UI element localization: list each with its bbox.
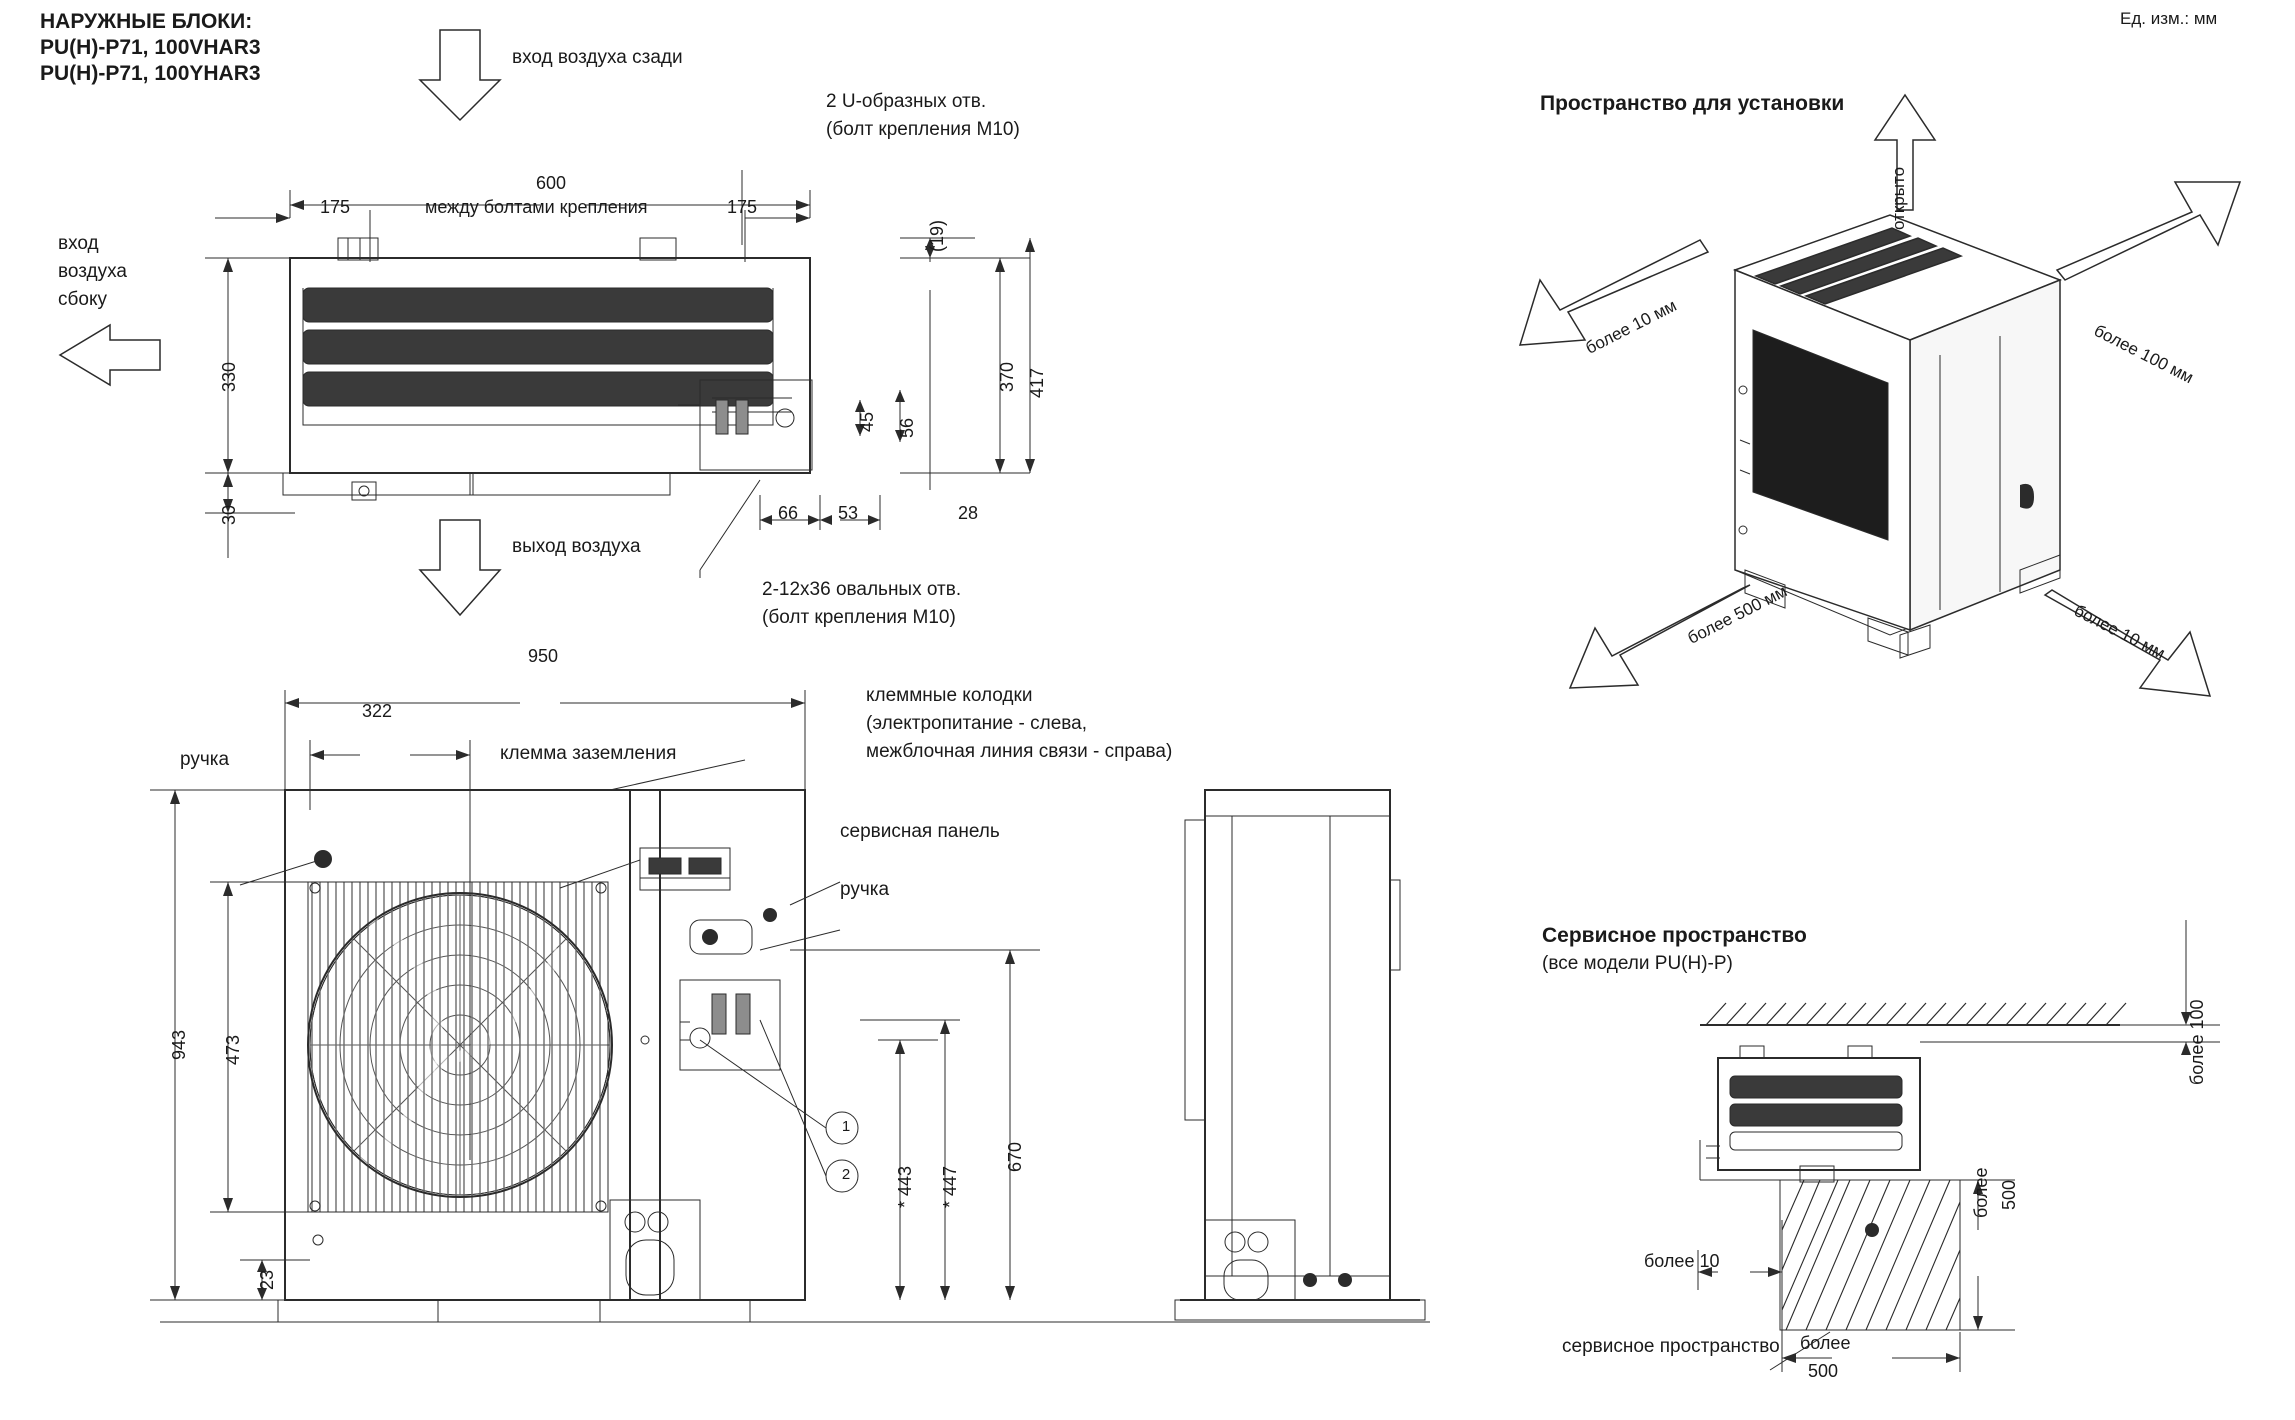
dim-30: 30: [219, 504, 239, 525]
dim-175-left: 175: [320, 197, 351, 217]
label-ground-terminal: клемма заземления: [500, 743, 677, 764]
mark-2: 2: [841, 1166, 851, 1183]
label-air-out: выход воздуха: [512, 536, 641, 557]
label-handle-right: ручка: [840, 879, 890, 900]
dim-175-right: 175: [727, 197, 758, 217]
dim-56: 56: [897, 417, 917, 438]
arrow-bottomleft-500mm: [1570, 585, 1750, 688]
dim-670: 670: [1005, 1141, 1025, 1172]
dim-more-500-v-2: 500: [1999, 1179, 2019, 1210]
dim-943: 943: [169, 1029, 189, 1060]
label-u-holes-2: (болт крепления М10): [826, 119, 1020, 140]
arrow-label-bottomleft: более 500 мм: [1684, 581, 1791, 648]
dim-more-10: более 10: [1644, 1251, 1720, 1271]
air-in-back-arrow: [420, 30, 500, 120]
dim-447: * 447: [940, 1165, 960, 1208]
service-space-title: Сервисное пространство: [1542, 924, 1807, 947]
install-space-drawing: [1500, 140, 2290, 760]
dim-42: 53: [838, 503, 859, 523]
label-air-in-side: вход: [58, 233, 99, 254]
front-view-drawing: [0, 620, 1600, 1420]
dim-473: 473: [223, 1034, 243, 1065]
label-terminal-block-1: клеммные колодки: [866, 685, 1033, 706]
dim-322: 322: [362, 701, 393, 721]
dim-more-500-h-1: более: [1800, 1333, 1851, 1353]
arrow-label-top: открыто: [1889, 166, 1908, 230]
label-air-in-side-2: воздуха: [58, 261, 127, 282]
label-oval-holes-2: (болт крепления М10): [762, 607, 956, 628]
dim-28: 28: [958, 503, 979, 523]
label-bolt-span: между болтами крепления: [425, 197, 648, 217]
dim-23: 23: [257, 1269, 277, 1290]
dim-more-100: более 100: [2187, 999, 2207, 1085]
arrow-right-100mm: [2057, 182, 2240, 280]
label-handle-left: ручка: [180, 749, 230, 770]
dim-370: 370: [997, 361, 1017, 392]
dim-66: 66: [778, 503, 799, 523]
label-u-holes-1: 2 U-образных отв.: [826, 91, 987, 112]
dim-950: 950: [528, 646, 559, 666]
label-service-space-caption: сервисное пространство: [1562, 1336, 1780, 1357]
label-air-in-back: вход воздуха сзади: [512, 47, 683, 68]
page-title: НАРУЖНЫЕ БЛОКИ:: [40, 10, 253, 33]
air-out-arrow: [420, 520, 500, 615]
model-line-1: PU(H)-P71, 100VHAR3: [40, 36, 261, 59]
model-line-2: PU(H)-P71, 100YHAR3: [40, 62, 261, 85]
dim-more-500-h-2: 500: [1808, 1361, 1839, 1381]
arrow-label-bottomright: более 10 мм: [2070, 600, 2169, 663]
dim-600: 600: [536, 173, 567, 193]
arrow-label-right: более 100 мм: [2090, 320, 2197, 388]
label-terminal-block-2: (электропитание - слева,: [866, 713, 1088, 734]
air-in-side-arrow: [60, 325, 160, 385]
service-space-subtitle: (все модели PU(H)-P): [1542, 953, 1733, 974]
units-note: Ед. изм.: мм: [2120, 9, 2218, 28]
dim-45: 45: [857, 411, 877, 432]
arrow-label-left: более 10 мм: [1582, 295, 1680, 358]
dim-19: (19): [927, 219, 947, 252]
label-air-in-side-3: сбоку: [58, 289, 107, 310]
dim-443: * 443: [895, 1165, 915, 1208]
dim-330: 330: [219, 361, 239, 392]
dim-417: 417: [1027, 367, 1047, 398]
install-space-title: Пространство для установки: [1540, 92, 1845, 115]
label-oval-holes-1: 2-12х36 овальных отв.: [762, 579, 962, 600]
mark-1: 1: [841, 1118, 851, 1135]
label-service-panel: сервисная панель: [840, 821, 1000, 842]
label-terminal-block-3: межблочная линия связи - справа): [866, 741, 1173, 762]
dim-more-500-v-1: более: [1971, 1167, 1991, 1218]
